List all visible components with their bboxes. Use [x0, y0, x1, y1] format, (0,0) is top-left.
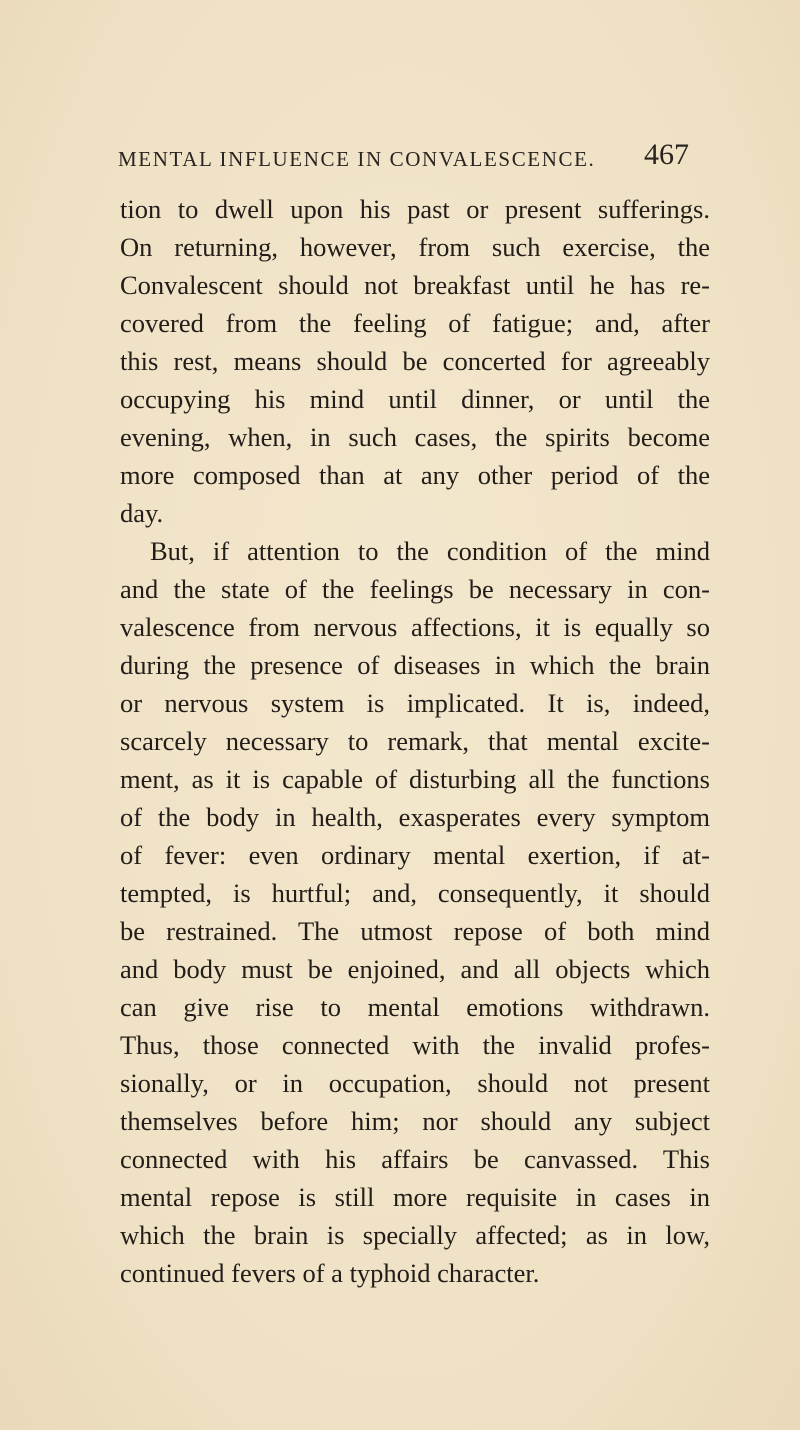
page-number: 467	[644, 138, 689, 171]
text-line: this rest, means should be concerted for agreeably	[120, 346, 710, 376]
text-line: On returning, however, from such exercise, the	[120, 232, 710, 262]
text-line: themselves before him; nor should any subject	[120, 1106, 710, 1136]
text-line: connected with his affairs be canvassed. This	[120, 1144, 710, 1174]
text-line-paragraph-end: continued fevers of a typhoid character.	[120, 1258, 540, 1288]
running-head	[0, 138, 800, 178]
text-line: tempted, is hurtful; and, consequently, it should	[120, 878, 710, 908]
text-line: tion to dwell upon his past or present sufferings.	[120, 194, 710, 224]
text-line-paragraph-end: day.	[120, 498, 164, 528]
text-line: be restrained. The utmost repose of both mind	[120, 916, 710, 946]
text-line: scarcely necessary to remark, that mental excite-	[120, 726, 710, 756]
text-line: sionally, or in occupation, should not present	[120, 1068, 710, 1098]
text-line: of the body in health, exasperates every symptom	[120, 802, 710, 832]
text-line: and body must be enjoined, and all objects which	[120, 954, 710, 984]
text-line: can give rise to mental emotions withdrawn.	[120, 992, 710, 1022]
text-line: covered from the feeling of fatigue; and, after	[120, 308, 710, 338]
text-line: evening, when, in such cases, the spirits become	[120, 422, 710, 452]
text-line: Thus, those connected with the invalid profes-	[120, 1030, 710, 1060]
text-line: ment, as it is capable of disturbing all the functions	[120, 764, 710, 794]
running-head-title: MENTAL INFLUENCE IN CONVALESCENCE.	[118, 147, 596, 171]
text-line: and the state of the feelings be necessary in con-	[120, 574, 710, 604]
text-line: occupying his mind until dinner, or until the	[120, 384, 710, 414]
text-line: during the presence of diseases in which the brain	[120, 650, 710, 680]
text-line: of fever: even ordinary mental exertion, if at-	[120, 840, 710, 870]
text-line: Convalescent should not breakfast until he has re-	[120, 270, 710, 300]
text-line: or nervous system is implicated. It is, indeed,	[120, 688, 710, 718]
text-line: more composed than at any other period of the	[120, 460, 710, 490]
text-line: mental repose is still more requisite in cases in	[120, 1182, 710, 1212]
text-line: which the brain is specially affected; as in low,	[120, 1220, 710, 1250]
text-line-paragraph-start: But, if attention to the condition of the mind	[150, 536, 710, 566]
text-line: valescence from nervous affections, it is equally so	[120, 612, 710, 642]
